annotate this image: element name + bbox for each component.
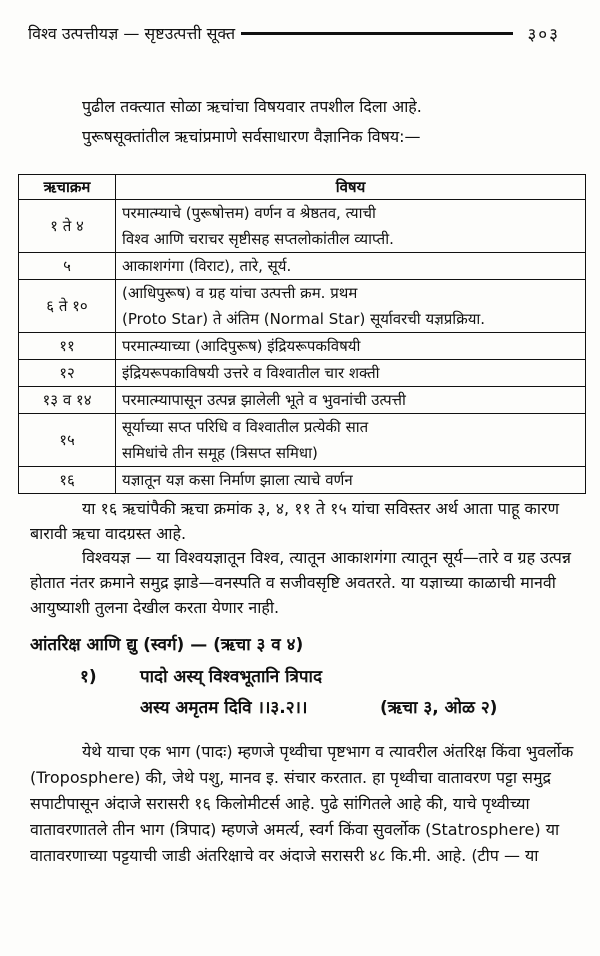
- topic-line: आकाशगंगा (विराट), तारे, सूर्य.: [122, 257, 292, 275]
- topic-cell: [116, 253, 586, 280]
- topic-cell: [116, 280, 586, 333]
- rucha-number: १३ व १४: [19, 387, 116, 414]
- header-rule: [241, 32, 513, 35]
- topics-table: [18, 174, 586, 494]
- topic-line: परमात्म्याचे (पुरूषोत्तम) वर्णन व श्रेष्ठतव, त्याची: [122, 204, 376, 222]
- topic-line: सूर्याच्या सप्त परिधि व विश्वातील प्रत्येकी सात: [122, 418, 369, 436]
- paragraph-3: येथे याचा एक भाग (पादः) म्हणजे पृथ्वीचा पृष्टभाग व त्यावरील अंतरिक्ष किंवा भुवर्लोक (Troposphere) की, जेथे पशु, मानव इ. संचार करतात. हा पृथ्वीचा वातावरण पट्टा समुद्र सपाटीपासून अंदाजे सरासरी १६ किलोमीटर्स आहे. पुढे सांगितले आहे की, याचे पृथ्वीच्या वातावरणातले तीन भाग (त्रिपाद) म्हणजे अमर्त्य, स्वर्ग किंवा सुवर्लोक (Statrosphere) या वातावरणाच्या पट्टयाची जाडी अंतरिक्षाचे वर अंदाजे सरासरी ४८ कि.मी. आहे. (टीप — या: [30, 742, 574, 865]
- rucha-number: १ ते ४: [19, 200, 116, 253]
- topic-line: विश्व आणि चराचर सृष्टीसह सप्तलोकांतील व्याप्ती.: [122, 230, 394, 248]
- running-header: [28, 20, 560, 46]
- table-row: [19, 360, 586, 387]
- table-row: [19, 333, 586, 360]
- table-body: [19, 200, 586, 494]
- rucha-number: ११: [19, 333, 116, 360]
- verse-reference: (ऋचा ३, ओळ २): [380, 698, 498, 718]
- paragraph-2: विश्वयज्ञ — या विश्वयज्ञातून विश्व, त्यातून आकाशगंगा त्यातून सूर्य—तारे व ग्रह उत्पन्न होतात नंतर क्रमाने समुद्र झाडे—वनस्पति व सजीवसृष्टि अवतरते. या यज्ञाच्या काळाची मानवी आयुष्याशी तुलना देखील करता येणार नाही.: [30, 548, 571, 617]
- topic-line: समिधांचे तीन समूह (त्रिसप्त समिधा): [122, 444, 318, 462]
- verse-line-2: अस्य अमृतम दिवि ।।३.२।।: [140, 698, 308, 718]
- rucha-number: १२: [19, 360, 116, 387]
- intro-line-2: पुरूषसूक्तांतील ऋचांप्रमाणे सर्वसाधारण वैज्ञानिक विषय:—: [82, 127, 421, 146]
- verse-number: १): [80, 667, 97, 687]
- table-row: [19, 200, 586, 253]
- rucha-number: १६: [19, 467, 116, 494]
- verse-line-1: पादो अस्य् विश्वभूतानि त्रिपाद: [140, 667, 322, 687]
- table-row: [19, 467, 586, 494]
- header-title: विश्व उत्पत्तीयज्ञ — सृष्टउत्पत्ती सूक्त: [28, 24, 236, 43]
- section-title: आंतरिक्ष आणि द्यु (स्वर्ग) — (ऋचा ३ व ४): [30, 635, 304, 655]
- paragraph-1: या १६ ऋचांपैकी ऋचा क्रमांक ३, ४, ११ ते १५ यांचा सविस्तर अर्थ आता पाहू कारण बारावी ऋचा वादग्रस्त आहे.: [30, 499, 560, 543]
- table-row: [19, 414, 586, 467]
- topic-line: (Proto Star) ते अंतिम (Normal Star) सूर्यावरची यज्ञप्रक्रिया.: [122, 310, 486, 328]
- intro-line-1: पुढील तक्त्यात सोळा ऋचांचा विषयवार तपशील दिला आहे.: [82, 97, 422, 116]
- topic-cell: [116, 467, 586, 494]
- table-row: [19, 253, 586, 280]
- topic-line: यज्ञातून यज्ञ कसा निर्माण झाला त्याचे वर्णन: [122, 471, 353, 489]
- col-header-vishay: विषय: [116, 175, 586, 200]
- topic-cell: [116, 414, 586, 467]
- rucha-number: ५: [19, 253, 116, 280]
- topic-line: परमात्म्यापासून उत्पन्न झालेली भूते व भुवनांची उत्पत्ती: [122, 391, 406, 409]
- topic-cell: [116, 333, 586, 360]
- topic-line: परमात्म्याच्या (आदिपुरूष) इंद्रियरूपकविषयी: [122, 337, 361, 355]
- rucha-number: ६ ते १०: [19, 280, 116, 333]
- table-row: [19, 387, 586, 414]
- topic-cell: [116, 360, 586, 387]
- topic-cell: [116, 387, 586, 414]
- col-header-rucha: ऋचाक्रम: [19, 175, 116, 200]
- table-row: [19, 280, 586, 333]
- rucha-number: १५: [19, 414, 116, 467]
- table-header-row: [19, 175, 586, 200]
- topic-line: इंद्रियरूपकाविषयी उत्तरे व विश्वातील चार शक्ती: [122, 364, 380, 382]
- page-number: ३०३: [527, 24, 560, 45]
- topic-cell: [116, 200, 586, 253]
- topic-line: (आधिपुरूष) व ग्रह यांचा उत्पत्ती क्रम. प्रथम: [122, 284, 358, 302]
